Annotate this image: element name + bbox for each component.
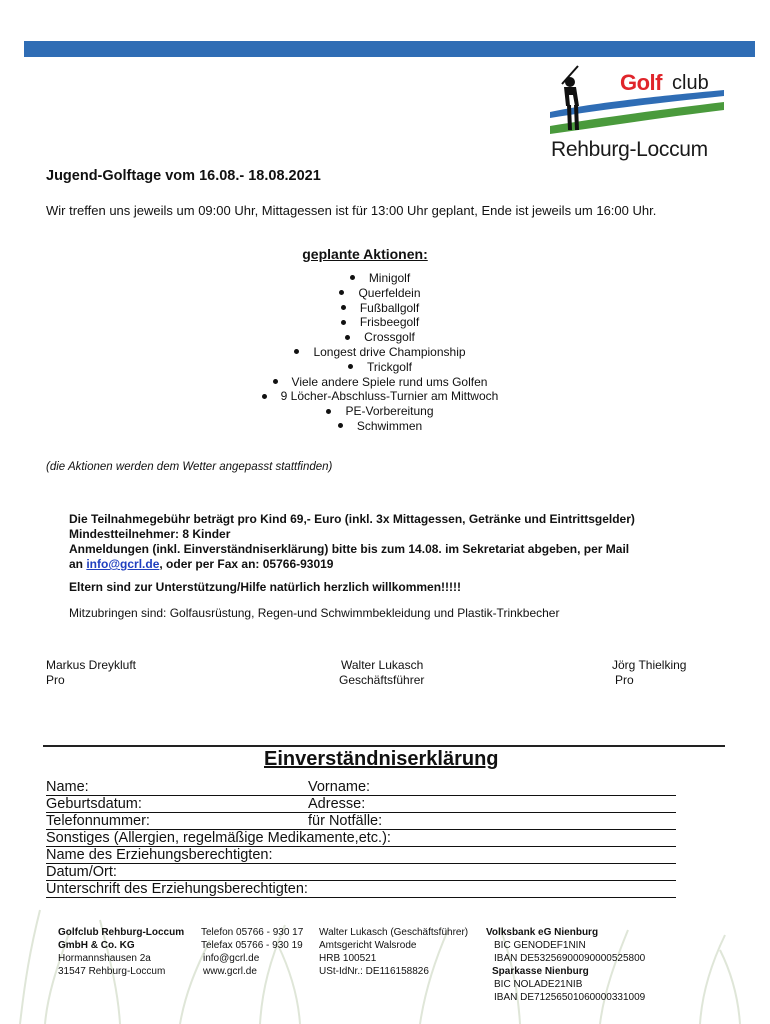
list-item: Crossgolf	[0, 330, 760, 345]
bullet-icon	[326, 409, 331, 414]
list-item: PE-Vorbereitung	[0, 404, 760, 419]
signature-block	[612, 658, 686, 687]
date-place-label: Datum/Ort:	[46, 864, 117, 880]
footer-line: Amtsgericht Walsrode	[319, 940, 417, 951]
footer-company	[58, 926, 184, 978]
form-row-birth[interactable]	[46, 796, 676, 813]
list-item: Minigolf	[0, 271, 760, 286]
footer-bank	[486, 926, 645, 1004]
signature-block	[46, 658, 136, 687]
bullet-icon	[262, 394, 267, 399]
signature-label: Unterschrift des Erziehungsberechtigten:	[46, 881, 308, 897]
form-row-name[interactable]	[46, 779, 676, 796]
signature-name: Walter Lukasch	[341, 658, 424, 672]
list-item: Frisbeegolf	[0, 315, 760, 330]
bullet-icon	[348, 364, 353, 369]
signature-role: Pro	[615, 672, 634, 687]
footer-contact	[201, 926, 303, 978]
bullet-icon	[350, 275, 355, 280]
club-logo	[548, 60, 728, 164]
signature-name: Markus Dreykluft	[46, 658, 137, 672]
footer-website[interactable]: www.gcrl.de	[203, 966, 257, 977]
footer-line: GmbH & Co. KG	[58, 940, 135, 951]
name-label: Name:	[46, 779, 89, 795]
list-item: Trickgolf	[0, 360, 760, 375]
list-item: Longest drive Championship	[0, 345, 760, 360]
form-row-date[interactable]	[46, 864, 676, 881]
footer-line: Hormannshausen 2a	[58, 953, 151, 964]
bullet-icon	[339, 290, 344, 295]
logo-club-name: Rehburg-Loccum	[551, 138, 708, 161]
intro-text: Wir treffen uns jeweils um 09:00 Uhr, Mittagessen ist für 13:00 Uhr geplant, Ende ist jeweils um 16:00 Uhr.	[46, 203, 657, 218]
bullet-icon	[345, 335, 350, 340]
footer-line: Telefax 05766 - 930 19	[201, 940, 303, 951]
footer-line: BIC GENODEF1NIN	[494, 940, 586, 951]
page-title: Jugend-Golftage vom 16.08.- 18.08.2021	[46, 168, 321, 184]
footer-line: USt-IdNr.: DE116158826	[319, 966, 429, 977]
form-row-guardian[interactable]	[46, 847, 676, 864]
bullet-icon	[338, 423, 343, 428]
signature-name: Jörg Thielking	[612, 658, 687, 672]
bullet-icon	[341, 305, 346, 310]
bring-along: Mitzubringen sind: Golfausrüstung, Regen-und Schwimmbekleidung und Plastik-Trinkbecher	[69, 606, 560, 620]
footer-line: Telefon 05766 - 930 17	[201, 927, 304, 938]
consent-form	[46, 779, 676, 898]
address-label: Adresse:	[308, 796, 366, 812]
misc-label: Sonstiges (Allergien, regelmäßige Medikamente,etc.):	[46, 830, 391, 846]
birthdate-label: Geburtsdatum:	[46, 796, 142, 812]
footer-legal	[319, 926, 468, 978]
min-participants: Mindestteilnehmer: 8 Kinder	[69, 527, 231, 541]
aktionen-heading: geplante Aktionen:	[302, 246, 428, 262]
bullet-icon	[341, 320, 346, 325]
aktionen-list	[0, 271, 760, 434]
footer-line: IBAN DE71256501060000331009	[494, 992, 646, 1003]
footer-line: BIC NOLADE21NIB	[494, 979, 583, 990]
contact-line: an info@gcrl.de, oder per Fax an: 05766-93019	[69, 557, 334, 571]
signature-block	[339, 658, 424, 687]
bullet-icon	[273, 379, 278, 384]
logo-club-text: club	[672, 72, 709, 94]
phone-label: Telefonnummer:	[46, 813, 150, 829]
footer-email[interactable]: info@gcrl.de	[203, 953, 260, 964]
footer-line: Golfclub Rehburg-Loccum	[58, 927, 185, 938]
footer-line: IBAN DE53256900090000525800	[494, 953, 646, 964]
signature-role: Pro	[46, 672, 65, 687]
form-row-phone[interactable]	[46, 813, 676, 830]
emergency-label: für Notfälle:	[308, 813, 383, 829]
footer-line: Volksbank eG Nienburg	[486, 927, 599, 938]
list-item: 9 Löcher-Abschluss-Turnier am Mittwoch	[0, 389, 760, 404]
divider	[43, 745, 725, 747]
guardian-label: Name des Erziehungsberechtigten:	[46, 847, 273, 863]
list-item: Schwimmen	[0, 419, 760, 434]
registration-line: Anmeldungen (inkl. Einverständniserklärung) bitte bis zum 14.08. im Sekretariat abgeben, per Mail	[69, 542, 630, 556]
fee-line: Die Teilnahmegebühr beträgt pro Kind 69,- Euro (inkl. 3x Mittagessen, Getränke und Eintrittsgelder)	[69, 512, 635, 526]
bullet-icon	[294, 349, 299, 354]
list-item: Querfeldein	[0, 286, 760, 301]
footer-line: 31547 Rehburg-Loccum	[58, 966, 166, 977]
signature-role: Geschäftsführer	[339, 672, 425, 687]
fee-block	[69, 512, 635, 572]
email-link[interactable]: info@gcrl.de	[86, 557, 160, 571]
footer-line: Walter Lukasch (Geschäftsführer)	[319, 927, 469, 938]
form-row-signature[interactable]	[46, 881, 676, 898]
form-row-misc[interactable]	[46, 830, 676, 847]
top-bar	[24, 41, 755, 57]
list-item: Viele andere Spiele rund ums Golfen	[0, 375, 760, 390]
parents-welcome: Eltern sind zur Unterstützung/Hilfe natürlich herzlich willkommen!!!!!	[69, 580, 462, 594]
footer-line: HRB 100521	[319, 953, 377, 964]
list-item: Fußballgolf	[0, 301, 760, 316]
vorname-label: Vorname:	[308, 779, 371, 795]
consent-title: Einverständniserklärung	[264, 748, 499, 770]
footer-line: Sparkasse Nienburg	[492, 966, 589, 977]
weather-note: (die Aktionen werden dem Wetter angepasst stattfinden)	[46, 461, 333, 473]
logo-golf-text: Golf	[620, 70, 662, 95]
